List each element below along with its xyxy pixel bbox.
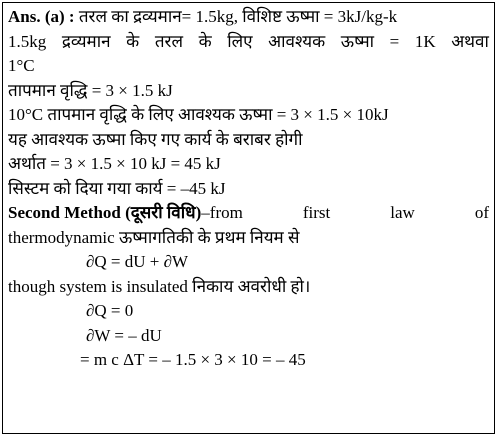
line-4: तापमान वृद्धि = 3 × 1.5 kJ: [8, 80, 173, 100]
line-2-word: द्रव्यमान: [61, 31, 111, 51]
line-2-word: 1.5kg: [8, 31, 47, 51]
line-2-word: तरल: [154, 31, 183, 51]
line-2-word: आवश्यक: [268, 31, 326, 51]
line-2-word: लिए: [227, 31, 253, 51]
line-9-word: of: [474, 203, 489, 222]
line-2-word: के: [198, 31, 212, 51]
equation-4: = m c ΔT = – 1.5 × 3 × 10 = – 45: [80, 350, 306, 369]
line-5: 10°C तापमान वृद्धि के लिए आवश्यक ऊष्मा = 3 × 1.5 × 10kJ: [8, 105, 389, 124]
line-1-text: तरल का द्रव्यमान= 1.5kg, विशिष्ट ऊष्मा = 3kJ/kg-k: [78, 7, 398, 26]
line-9-word: –from: [201, 203, 243, 222]
line-8: सिस्टम को दिया गया कार्य = –45 kJ: [8, 178, 226, 198]
line-9-word: law: [390, 203, 415, 222]
line-10: thermodynamic ऊष्मागतिकी के प्रथम नियम से: [8, 227, 300, 247]
line-6: यह आवश्यक ऊष्मा किए गए कार्य के बराबर होगी: [8, 129, 303, 149]
line-9-word: first: [302, 203, 331, 222]
answer-box: [2, 2, 495, 434]
line-2-word: ऊष्मा: [340, 31, 375, 51]
line-2: [8, 30, 489, 55]
answer-label: Ans. (a) :: [8, 7, 75, 26]
line-2-word: अथवा: [451, 31, 489, 51]
equation-2: ∂Q = 0: [86, 301, 134, 320]
line-2-word: के: [126, 31, 140, 51]
equation-1: ∂Q = dU + ∂W: [86, 252, 189, 271]
line-2-word: =: [389, 31, 400, 51]
line-12: though system is insulated निकाय अवरोधी हो।: [8, 276, 311, 296]
line-7: अर्थात = 3 × 1.5 × 10 kJ = 45 kJ: [8, 154, 221, 173]
second-method-heading: Second Method (दूसरी विधि): [8, 203, 202, 222]
line-9: [8, 201, 489, 226]
line-2-word: 1K: [414, 31, 436, 51]
line-3: 1°C: [8, 56, 35, 75]
line-1: [8, 5, 489, 30]
equation-3: ∂W = – dU: [86, 325, 162, 345]
